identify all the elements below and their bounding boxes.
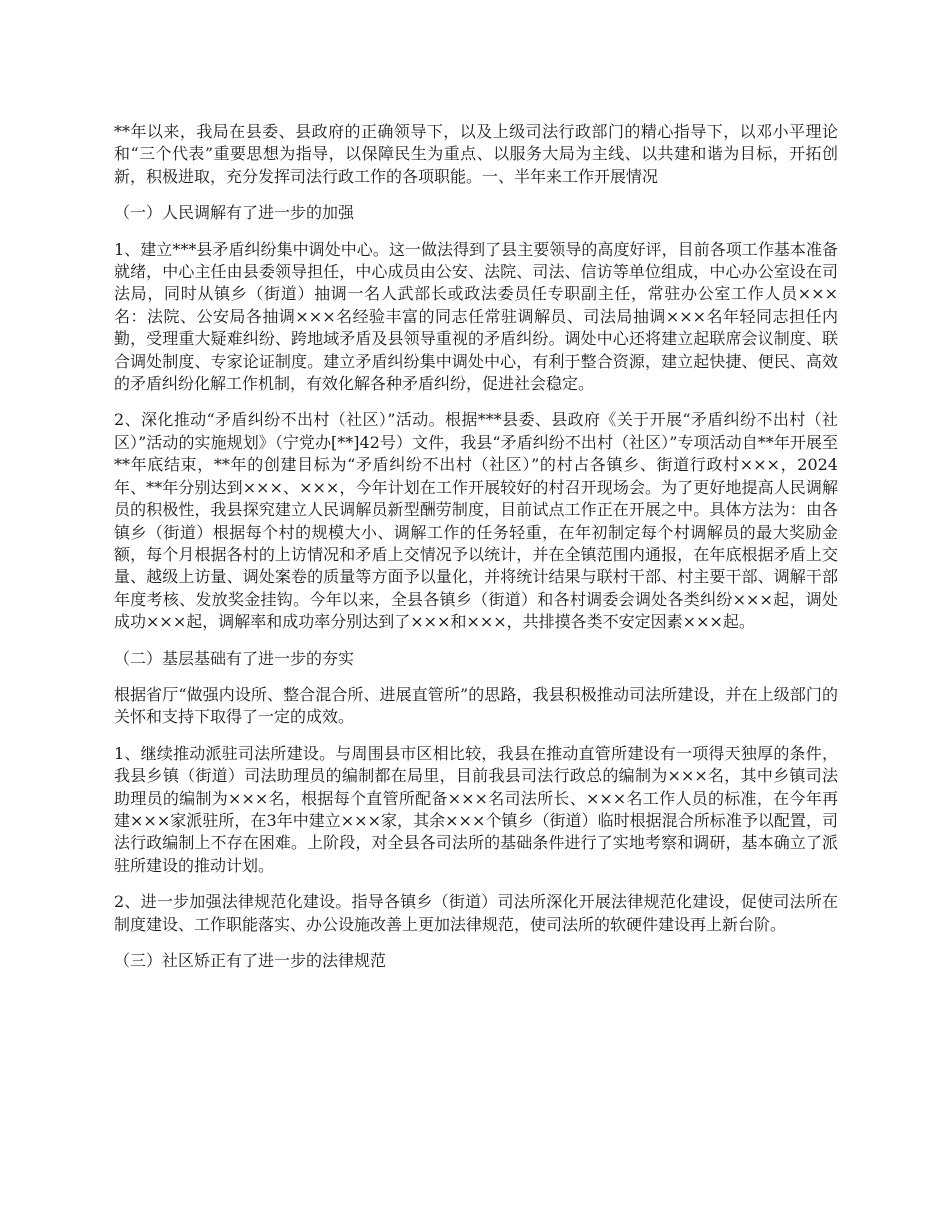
paragraph-justice-office-intro: 根据省厅“做强内设所、整合混合所、进展直管所”的思路，我县积极推动司法所建设，并在上级部门的关怀和支持下取得了一定的成效。 xyxy=(114,684,838,727)
section-heading-mediation: （一）人民调解有了进一步的加强 xyxy=(114,203,355,223)
paragraph-village-activity: 2、深化推动“矛盾纠纷不出村（社区）”活动。根据***县委、县政府《关于开展“矛盾纠纷不出村（社区）”活动的实施规划》（宁党办[**]42号）文件，我县“矛盾纠纷不出村（社区）”专项活动自**年开展至**年底结束，**年的创建目标为“矛盾纠纷不出村（社区）”的村占各镇乡、街道行政村×××，2024年、**年分别达到×××、×××，今年计划在工作开展较好的村召开现场会。为了更好地提高人民调解员的积极性，我县探究建立人民调解员新型酬劳制度，目前试点工作正在开展之中。具体方法为：由各镇乡（街道）根据每个村的规模大小、调解工作的任务轻重，在年初制定每个村调解员的最大奖励金额，每个月根据各村的上访情况和矛盾上交情况予以统计，并在全镇范围内通报，在年底根据矛盾上交量、越级上访量、调处案卷的质量等方面予以量化，并将统计结果与联村干部、村主要干部、调解干部年度考核、发放奖金挂钩。今年以来，全县各镇乡（街道）和各村调委会调处各类纠纷×××起，调处成功×××起，调解率和成功率分别达到了×××和×××，共排摸各类不安定因素×××起。 xyxy=(114,410,838,632)
paragraph-dispute-center: 1、建立***县矛盾纠纷集中调处中心。这一做法得到了县主要领导的高度好评，目前各项工作基本准备就绪，中心主任由县委领导担任，中心成员由公安、法院、司法、信访等单位组成，中心办公室设在司法局，同时从镇乡（街道）抽调一名人武部长或政法委员任专职副主任，常驻办公室工作人员×××名：法院、公安局各抽调×××名经验丰富的同志任常驻调解员、司法局抽调×××名年轻同志担任内勤，受理重大疑难纠纷、跨地域矛盾及县领导重视的矛盾纠纷。调处中心还将建立起联席会议制度、联合调处制度、专家论证制度。建立矛盾纠纷集中调处中心，有利于整合资源，建立起快捷、便民、高效的矛盾纠纷化解工作机制，有效化解各种矛盾纠纷，促进社会稳定。 xyxy=(114,239,838,394)
section-heading-grassroots: （二）基层基础有了进一步的夯实 xyxy=(114,648,355,668)
section-heading-community-correction: （三）社区矫正有了进一步的法律规范 xyxy=(114,951,387,970)
intro-paragraph: **年以来，我局在县委、县政府的正确领导下，以及上级司法行政部门的精心指导下，以邓小平理论和“三个代表”重要思想为指导，以保障民生为重点、以服务大局为主线、以共建和谐为目标，开拓创新，积极进取，充分发挥司法行政工作的各项职能。一、半年来工作开展情况 xyxy=(114,122,838,186)
paragraph-dispatched-office: 1、继续推动派驻司法所建设。与周围县市区相比较，我县在推动直管所建设有一项得天独厚的条件，我县乡镇（街道）司法助理员的编制都在局里，目前我县司法行政总的编制为×××名，其中乡镇司法助理员的编制为×××名，根据每个直管所配备×××名司法所长、×××名工作人员的标准，在今年再建×××家派驻所，在3年中建立×××家，其余×××个镇乡（街道）临时根据混合所标准予以配置，司法行政编制上不存在困难。上阶段，对全县各司法所的基础条件进行了实地考察和调研，基本确立了派驻所建设的推动计划。 xyxy=(114,743,838,875)
document-body xyxy=(114,121,838,986)
paragraph-standardization: 2、进一步加强法律规范化建设。指导各镇乡（街道）司法所深化开展法律规范化建设，促使司法所在制度建设、工作职能落实、办公设施改善上更加法律规范，使司法所的软硬件建设再上新台阶。 xyxy=(114,892,838,934)
